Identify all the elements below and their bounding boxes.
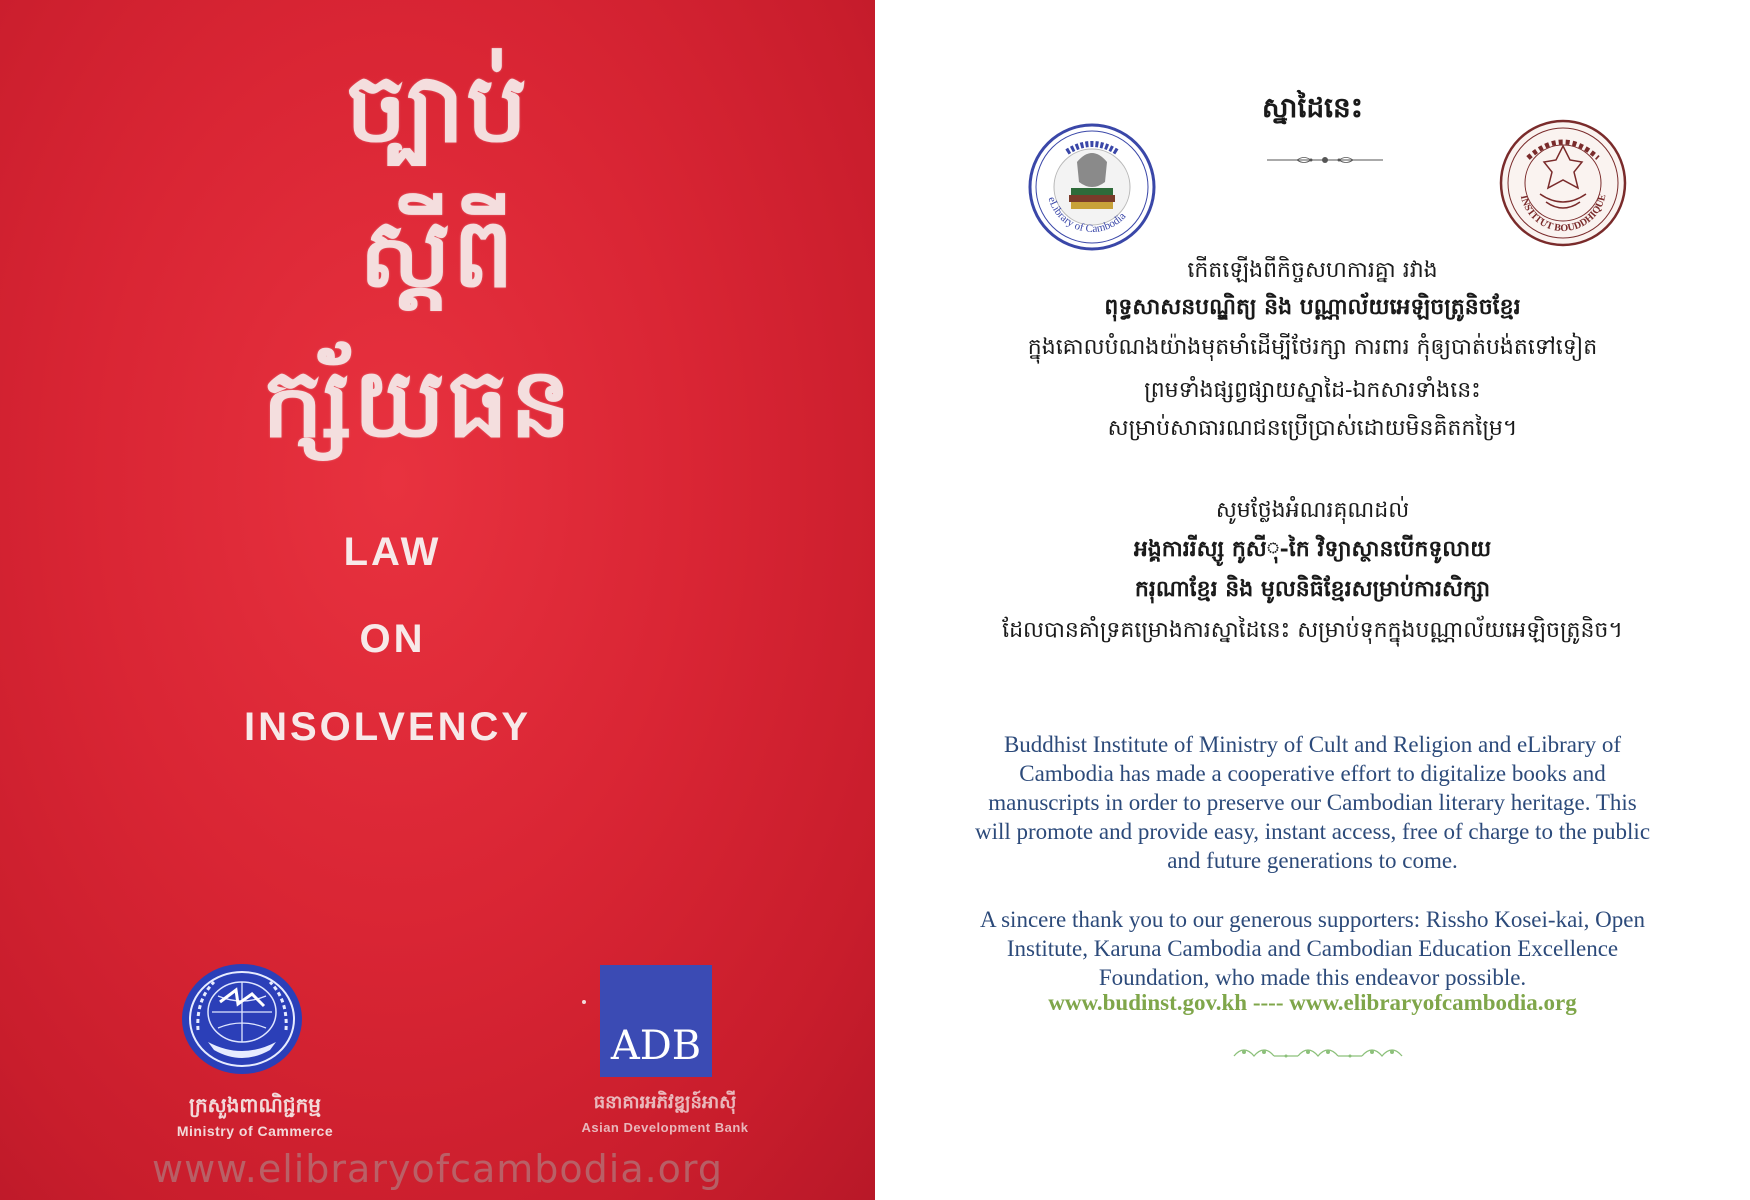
- thanks-line-3: Foundation, who made this endeavor possible.: [1098, 965, 1527, 990]
- english-title-line-3: INSOLVENCY: [243, 705, 532, 749]
- elibrary-seal-icon: [1027, 122, 1157, 252]
- ministry-khmer-name: ក្រសួងពាណិជ្ជកម្ម: [189, 1093, 321, 1117]
- khmer-line-3: ក្នុងគោលបំណងយ៉ាងមុតមាំដើម្បីថែរក្សា ការពារ កុំឲ្យបាត់បង់តទៅទៀត: [1027, 335, 1598, 360]
- khmer-title-line-2: ស្តីពី: [359, 196, 516, 309]
- english-line-4: will promote and provide easy, instant access, free of charge to the public: [974, 819, 1651, 844]
- cover-watermark-url: www.elibraryofcambodia.org: [151, 1147, 724, 1191]
- english-thanks: [930, 905, 1695, 992]
- khmer-line-2: ពុទ្ធសាសនបណ្ឌិត្យ និង បណ្ណាល័យអេឡិចត្រូនិចខ្មែរ: [1104, 294, 1521, 320]
- thanks-line-1: A sincere thank you to our generous supporters: Rissho Kosei-kai, Open: [980, 907, 1645, 932]
- khmer-thanks-line-1: សូមថ្លែងអំណរគុណដល់: [1215, 498, 1410, 523]
- ministry-of-commerce-logo-icon: [178, 960, 306, 1078]
- english-title-line-1: LAW: [343, 530, 442, 574]
- buddhist-institute-seal-icon: [1498, 118, 1628, 248]
- bottom-ornament-icon: [1230, 1040, 1412, 1062]
- header-ornament-icon: [1267, 152, 1383, 168]
- khmer-title-line-3: ក្ស័យធន: [262, 346, 573, 459]
- website-links[interactable]: www.budinst.gov.kh ---- www.elibraryofcambodia.org: [1048, 990, 1577, 1015]
- khmer-line-1: កើតឡើងពីកិច្ចសហការគ្នា រវាង: [1187, 258, 1438, 283]
- info-page: [875, 0, 1750, 1200]
- khmer-thanks-line-4: ដែលបានគាំទ្រគម្រោងការស្នាដៃនេះ សម្រាប់ទុកក្នុងបណ្ណាល័យអេឡិចត្រូនិច។: [1002, 618, 1623, 643]
- english-line-3: manuscripts in order to preserve our Cambodian literary heritage. This: [988, 790, 1637, 815]
- khmer-title-line-1: ច្បាប់: [345, 51, 530, 164]
- adb-logo-text: ADB: [610, 1023, 702, 1069]
- adb-khmer-name: ធនាគារអភិវឌ្ឍន៍អាស៊ី: [593, 1092, 737, 1113]
- english-title-line-2: ON: [359, 617, 426, 661]
- khmer-thanks-line-2: អង្គការរីស្សូ កូសីុ-កៃ វិទ្យាស្ថានបើកទូលាយ: [1133, 536, 1492, 562]
- page-title: ស្នាដៃនេះ: [1261, 91, 1364, 124]
- english-line-1: Buddhist Institute of Ministry of Cult and Religion and eLibrary of: [1003, 732, 1622, 757]
- thanks-line-2: Institute, Karuna Cambodia and Cambodian Education Excellence: [1006, 936, 1619, 961]
- english-description: [930, 730, 1695, 875]
- khmer-line-5: សម្រាប់សាធារណជនប្រើប្រាស់ដោយមិនគិតកម្រៃ។: [1107, 416, 1518, 441]
- adb-english-name: Asian Development Bank: [581, 1120, 749, 1135]
- khmer-line-4: ព្រមទាំងផ្សព្វផ្សាយស្នាដៃ-ឯកសារទាំងនេះ: [1144, 378, 1481, 403]
- english-line-5: and future generations to come.: [1167, 848, 1458, 873]
- adb-logo: [600, 965, 712, 1077]
- decorative-dot: [582, 1000, 586, 1004]
- elib-seal-text: eLibrary of Cambodia: [1045, 195, 1129, 236]
- english-line-2: Cambodia has made a cooperative effort to digitalize books and: [1019, 761, 1606, 786]
- ministry-english-name: Ministry of Cammerce: [176, 1123, 334, 1139]
- bi-seal-text: INSTITUT BOUDDHIQUE: [1517, 193, 1609, 235]
- khmer-thanks-line-3: ករុណាខ្មែរ និង មូលនិធិខ្មែរសម្រាប់ការសិក្សា: [1134, 576, 1491, 602]
